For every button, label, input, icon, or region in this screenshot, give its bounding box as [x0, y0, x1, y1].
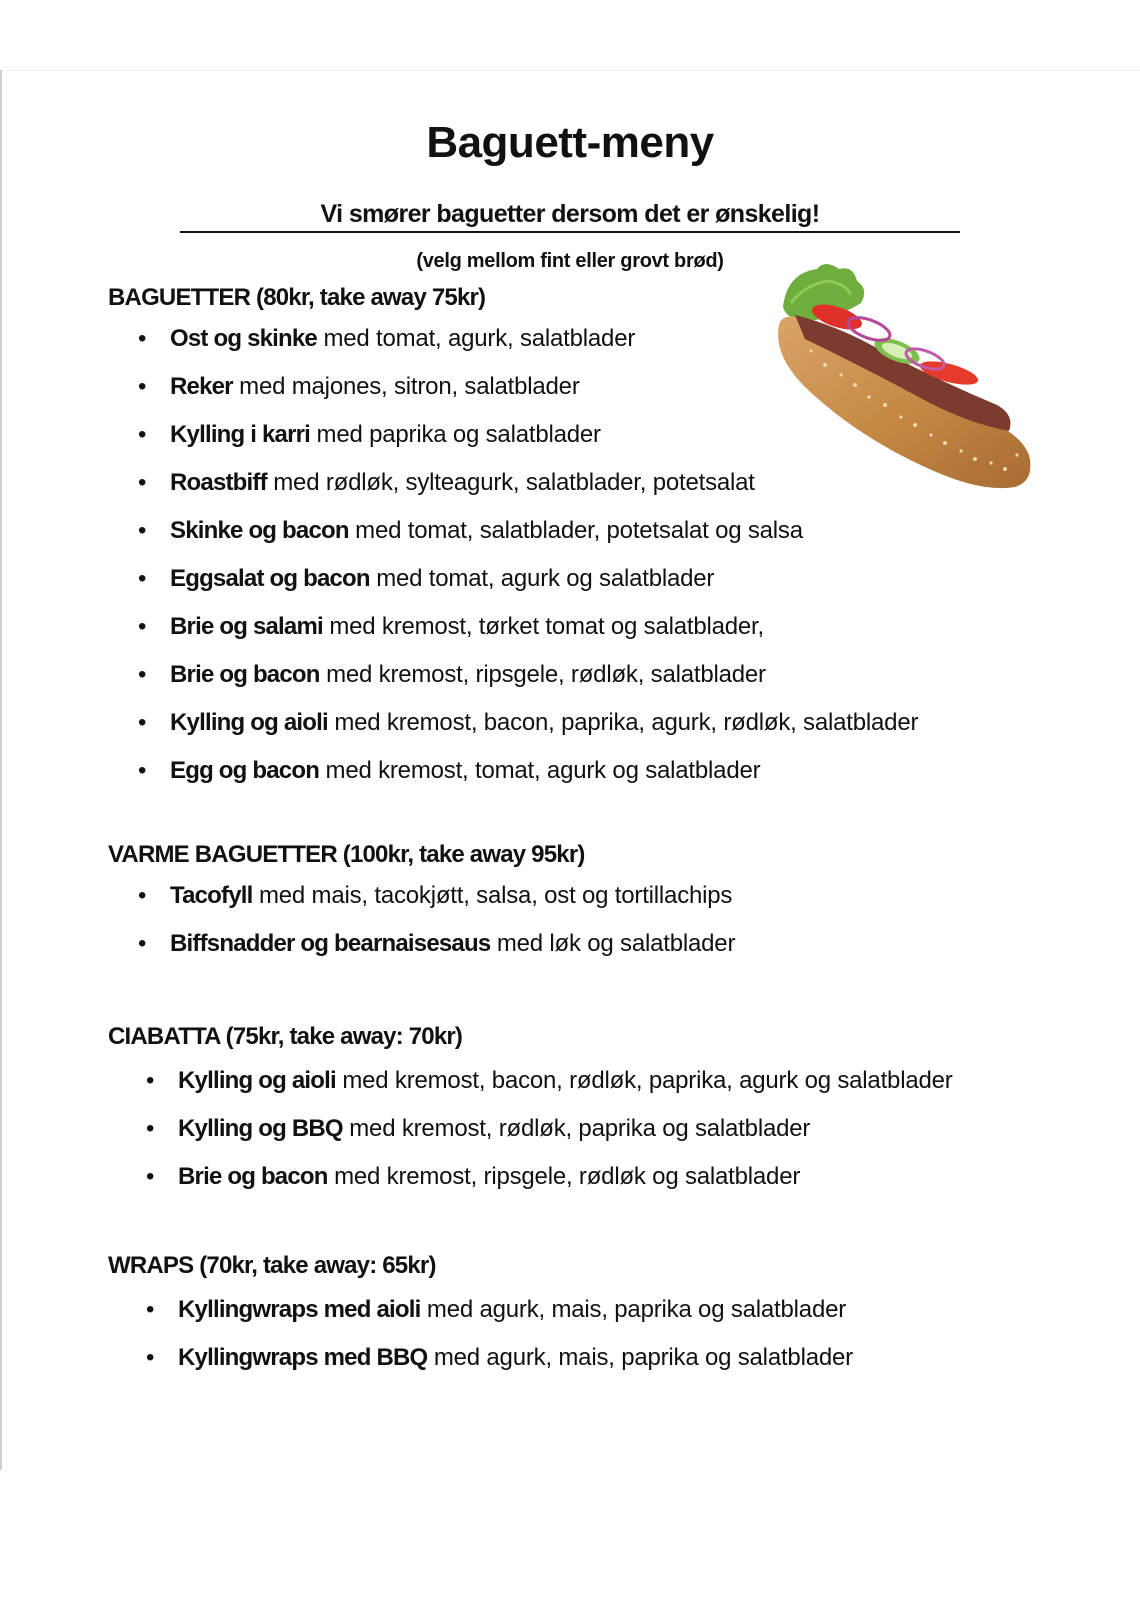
item-name: Brie og bacon: [178, 1163, 328, 1190]
menu-item: [108, 1057, 1108, 1105]
menu-item: [108, 507, 1108, 555]
item-name: Ost og skinke: [170, 325, 317, 352]
item-name: Kyllingwraps med BBQ: [178, 1344, 428, 1371]
item-name: Tacofyll: [170, 882, 253, 909]
menu-item: [108, 1286, 1108, 1334]
menu-item: [108, 363, 1108, 411]
item-name: Kylling og aioli: [178, 1067, 336, 1094]
section-heading: WRAPS (70kr, take away: 65kr): [108, 1252, 436, 1279]
subtitle: Vi smører baguetter dersom det er ønskelig!: [180, 200, 960, 233]
item-name: Kylling i karri: [170, 421, 311, 448]
item-description: med løk og salatblader: [490, 930, 736, 957]
item-name: Biffsnadder og bearnaisesaus: [170, 930, 491, 957]
page-left-border: [0, 70, 2, 1470]
item-description: med mais, tacokjøtt, salsa, ost og tortillachips: [252, 882, 733, 909]
item-description: med majones, sitron, salatblader: [232, 373, 580, 400]
menu-section-varme-baguetter: [108, 840, 1108, 968]
section-heading: VARME BAGUETTER (100kr, take away 95kr): [108, 841, 585, 868]
item-description: med rødløk, sylteagurk, salatblader, potetsalat: [266, 469, 755, 496]
item-description: med kremost, rødløk, paprika og salatblader: [342, 1115, 811, 1142]
menu-item: [108, 315, 1108, 363]
menu-item: [108, 699, 1108, 747]
menu-item: [108, 920, 1108, 968]
item-name: Egg og bacon: [170, 757, 320, 784]
item-description: med kremost, bacon, rødløk, paprika, agurk og salatblader: [335, 1067, 953, 1094]
item-name: Reker: [170, 373, 233, 400]
menu-item: [108, 1334, 1108, 1382]
item-description: med kremost, ripsgele, rødløk, salatblader: [319, 661, 766, 688]
item-description: med tomat, agurk, salatblader: [316, 325, 636, 352]
menu-item: [108, 872, 1108, 920]
item-name: Roastbiff: [170, 469, 267, 496]
item-description: med kremost, tørket tomat og salatblader,: [322, 613, 764, 640]
section-heading: CIABATTA (75kr, take away: 70kr): [108, 1023, 463, 1050]
menu-item: [108, 603, 1108, 651]
menu-item: [108, 747, 1108, 795]
item-description: med agurk, mais, paprika og salatblader: [420, 1296, 847, 1323]
bread-choice-note: (velg mellom fint eller grovt brød): [416, 250, 724, 272]
item-name: Eggsalat og bacon: [170, 565, 370, 592]
item-name: Brie og salami: [170, 613, 323, 640]
section-heading: BAGUETTER (80kr, take away 75kr): [108, 284, 486, 311]
item-description: med agurk, mais, paprika og salatblader: [427, 1344, 853, 1371]
menu-item: [108, 651, 1108, 699]
menu-item: [108, 411, 1108, 459]
page-top-border: [0, 70, 1140, 71]
item-description: med kremost, ripsgele, rødløk og salatblader: [327, 1163, 801, 1190]
item-name: Kylling og BBQ: [178, 1115, 343, 1142]
menu-section-baguetter: [108, 283, 1108, 795]
menu-item: [108, 555, 1108, 603]
item-name: Kyllingwraps med aioli: [178, 1296, 421, 1323]
menu-section-wraps: [108, 1251, 1108, 1382]
item-description: med kremost, tomat, agurk og salatblader: [319, 757, 761, 784]
item-name: Brie og bacon: [170, 661, 320, 688]
menu-item: [108, 1105, 1108, 1153]
menu-item: [108, 459, 1108, 507]
menu-section-ciabatta: [108, 1022, 1108, 1201]
item-description: med kremost, bacon, paprika, agurk, rødløk, salatblader: [327, 709, 919, 736]
item-description: med tomat, agurk og salatblader: [369, 565, 715, 592]
item-name: Skinke og bacon: [170, 517, 349, 544]
item-description: med paprika og salatblader: [310, 421, 601, 448]
menu-item: [108, 1153, 1108, 1201]
page-title: Baguett-meny: [426, 118, 714, 167]
item-name: Kylling og aioli: [170, 709, 328, 736]
item-description: med tomat, salatblader, potetsalat og salsa: [348, 517, 803, 544]
